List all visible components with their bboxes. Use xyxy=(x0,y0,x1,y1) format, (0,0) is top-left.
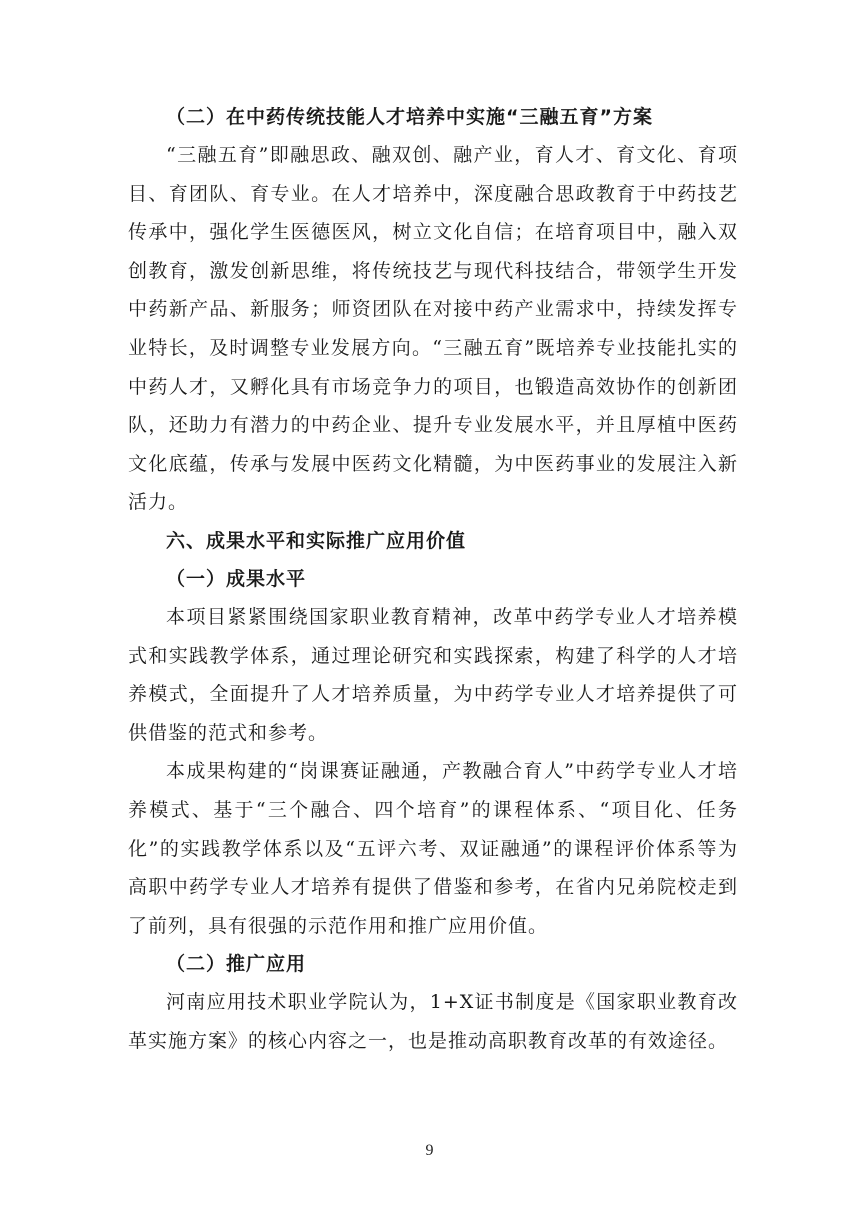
page-content xyxy=(128,98,738,1060)
section-heading-achievement-level: （一）成果水平 xyxy=(166,567,307,590)
paragraph-achievement-model: 本成果构建的“岗课赛证融通，产教融合育人”中药学专业人才培养模式、基于“三个融合、四个培育”的课程体系、“项目化、任务化”的实践教学体系以及“五评六考、双证融通”的课程评价体系等为高职中药学专业人才培养有提供了借鉴和参考，在省内兄弟院校走到了前列，具有很强的示范作用和推广应用价值。 xyxy=(128,760,738,937)
section-heading-promotion: （二）推广应用 xyxy=(166,953,307,976)
paragraph-promotion: 河南应用技术职业学院认为，1+X证书制度是《国家职业教育改革实施方案》的核心内容之一，也是推动高职教育改革的有效途径。 xyxy=(128,991,738,1052)
chapter-heading-six: 六、成果水平和实际推广应用价值 xyxy=(166,529,467,552)
section-heading-two: （二）在中药传统技能人才培养中实施“三融五育”方案 xyxy=(166,106,653,128)
paragraph-achievement-level: 本项目紧紧围绕国家职业教育精神，改革中药学专业人才培养模式和实践教学体系，通过理论研究和实践探索，构建了科学的人才培养模式，全面提升了人才培养质量，为中药学专业人才培养提供了可供借鉴的范式和参考。 xyxy=(128,605,738,744)
paragraph-san-rong-wu-yu: “三融五育”即融思政、融双创、融产业，育人才、育文化、育项目、育团队、育专业。在人才培养中，深度融合思政教育于中药技艺传承中，强化学生医德医风，树立文化自信；在培育项目中，融入双创教育，激发创新思维，将传统技艺与现代科技结合，带领学生开发中药新产品、新服务；师资团队在对接中药产业需求中，持续发挥专业特长，及时调整专业发展方向。“三融五育”既培养专业技能扎实的中药人才，又孵化具有市场竞争力的项目，也锻造高效协作的创新团队，还助力有潜力的中药企业、提升专业发展水平，并且厚植中医药文化底蕴，传承与发展中医药文化精髓，为中医药事业的发展注入新活力。 xyxy=(128,144,738,514)
page-number: 9 xyxy=(425,1142,434,1159)
